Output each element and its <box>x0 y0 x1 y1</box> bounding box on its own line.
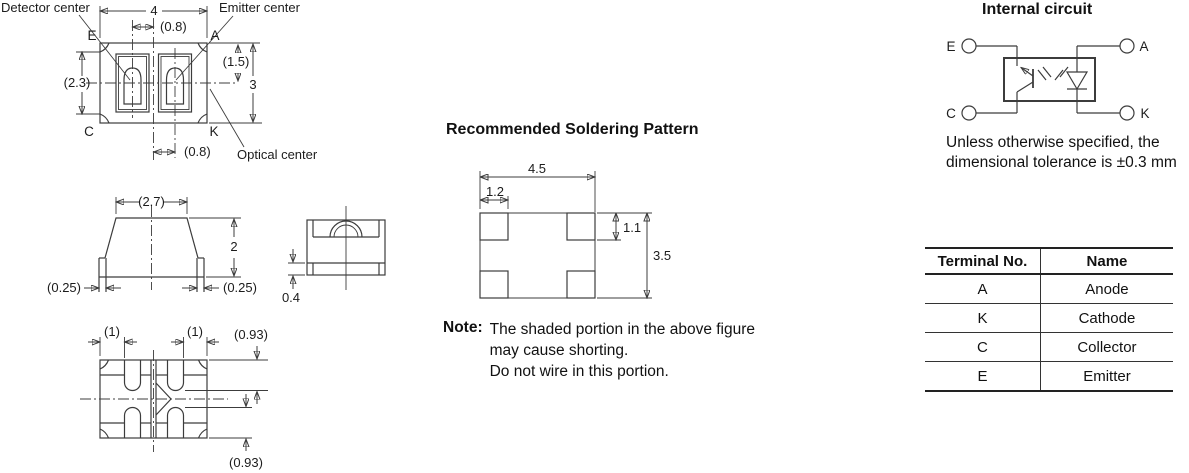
table-header-terminal-no: Terminal No. <box>925 248 1040 274</box>
table-cell-terminal: A <box>925 274 1040 304</box>
detector-center-callout: Detector center <box>1 0 90 15</box>
top-view <box>1 0 318 162</box>
table-cell-terminal: E <box>925 362 1040 392</box>
terminal-a-label: A <box>210 28 220 43</box>
note-line: Do not wire in this portion. <box>489 363 669 380</box>
dim-upper-height-label: (1.5) <box>222 54 250 69</box>
terminal-c-label: C <box>84 124 94 139</box>
table-row <box>925 333 1173 362</box>
terminal-a-node <box>1120 39 1134 53</box>
note-label: Note: <box>443 319 483 336</box>
dim-base-height-label: 0.4 <box>281 290 301 305</box>
table-cell-name: Emitter <box>1083 367 1131 385</box>
tolerance-note <box>946 133 1189 173</box>
table-cell-name: Anode <box>1040 274 1173 304</box>
note-line: The shaded portion in the above figure <box>489 321 756 338</box>
terminal-e-node <box>962 39 976 53</box>
circuit-terminal-a-label: A <box>1139 39 1149 54</box>
dim-top-width-label: (2.7) <box>138 194 165 209</box>
circuit-terminal-c-label: C <box>946 106 956 121</box>
terminal-k-label: K <box>209 124 219 139</box>
dim-overall-height-label: 3 <box>249 77 257 92</box>
solder-pad <box>480 213 508 240</box>
front-view <box>47 194 257 295</box>
terminal-e-label: E <box>87 28 97 43</box>
table-header-name: Name <box>1040 248 1173 274</box>
bottom-view <box>80 324 268 470</box>
dim-pad-height-label: 1.1 <box>623 220 642 235</box>
dim-right-pitch-label: (1) <box>187 324 203 339</box>
emitter-center-callout: Emitter center <box>219 0 300 15</box>
dim-overall-width-label: 4 <box>150 3 158 18</box>
solder-pad <box>567 213 595 240</box>
dim-pad-width-label: 1.2 <box>485 184 505 199</box>
dim-top-pad-label: (0.93) <box>234 327 268 342</box>
terminal-k-node <box>1120 106 1134 120</box>
circuit-terminal-e-label: E <box>946 39 956 54</box>
detector-leader-line <box>79 15 130 80</box>
dim-pattern-height-label: 3.5 <box>653 248 672 263</box>
dim-height-label: 2 <box>230 239 238 254</box>
dim-left-pitch-label: (1) <box>104 324 120 339</box>
led-diode-triangle <box>1067 72 1087 89</box>
corner-notch <box>198 114 207 123</box>
electrode-slot <box>125 408 141 439</box>
phototransistor-emitter-arrow <box>1021 68 1033 77</box>
light-rays-icon <box>1038 67 1068 80</box>
internal-circuit-title: Internal circuit <box>982 1 1093 18</box>
table-cell-name: Cathode <box>1040 304 1173 333</box>
solder-pad <box>480 271 508 298</box>
bottom-view-dimensions <box>88 337 268 451</box>
side-view-dimensions <box>288 249 305 289</box>
note-lines <box>490 319 755 382</box>
optocoupler-package-box <box>1004 58 1095 101</box>
electrode-slot <box>125 360 141 391</box>
internal-circuit-drawing <box>946 39 1149 121</box>
dim-pattern-width-label: 4.5 <box>527 161 547 176</box>
dim-emitter-offset-label: (0.8) <box>184 144 211 159</box>
table-cell-terminal: K <box>925 304 1040 333</box>
table-header-row <box>925 248 1173 274</box>
table-row <box>925 304 1173 333</box>
circuit-terminal-k-label: K <box>1140 106 1150 121</box>
solder-pad <box>567 271 595 298</box>
corner-notch <box>100 114 109 123</box>
table-row <box>925 274 1173 304</box>
dim-left-foot-label: (0.25) <box>47 280 81 295</box>
table-cell-name: Collector <box>1040 333 1173 362</box>
dim-body-height-label: (2.3) <box>63 75 91 90</box>
soldering-pattern-title: Recommended Soldering Pattern <box>446 121 699 138</box>
dim-bottom-pad-label: (0.93) <box>229 455 263 470</box>
electrode-slot <box>168 360 184 391</box>
front-view-dimensions <box>84 197 241 288</box>
note-line: may cause shorting. <box>489 342 629 359</box>
soldering-note <box>443 319 755 382</box>
terminal-c-node <box>962 106 976 120</box>
soldering-pattern-drawing <box>480 161 671 298</box>
electrode-slot <box>168 408 184 439</box>
table-cell-terminal: C <box>925 333 1040 362</box>
table-row <box>925 362 1173 392</box>
dim-right-foot-label: (0.25) <box>223 280 257 295</box>
side-view <box>282 206 385 305</box>
dim-detector-offset-label: (0.8) <box>160 19 187 34</box>
tolerance-line: Unless otherwise specified, the <box>946 134 1160 151</box>
tolerance-line: dimensional tolerance is ±0.3 mm <box>946 154 1177 171</box>
shorting-hazard-hatch <box>480 213 595 298</box>
terminal-table <box>925 247 1173 392</box>
optical-center-callout: Optical center <box>237 147 318 162</box>
